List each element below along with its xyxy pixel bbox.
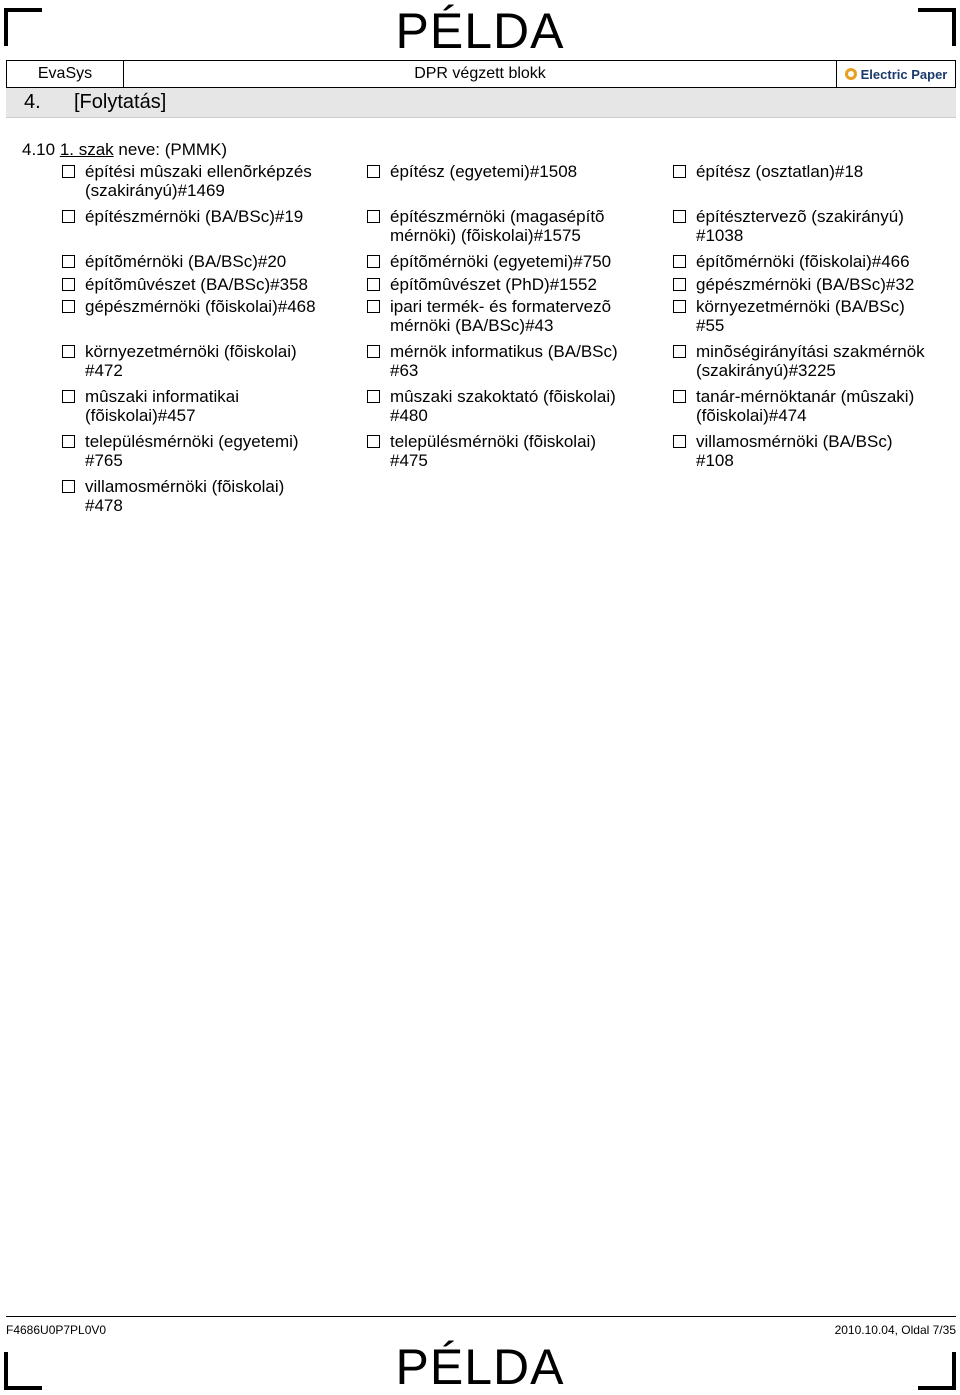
checkbox-option[interactable] bbox=[673, 207, 904, 245]
section-number: 4. bbox=[24, 91, 41, 113]
checkbox-option[interactable] bbox=[367, 162, 577, 181]
checkbox-option[interactable] bbox=[367, 275, 597, 294]
checkbox[interactable] bbox=[673, 345, 686, 358]
electric-paper-logo-icon bbox=[845, 68, 857, 80]
checkbox-label: építõmûvészet (BA/BSc)#358 bbox=[85, 275, 309, 294]
checkbox-option[interactable] bbox=[62, 477, 284, 515]
header-block-title: DPR végzett blokk bbox=[124, 61, 837, 87]
checkbox-option[interactable] bbox=[673, 387, 914, 425]
checkbox-option[interactable] bbox=[673, 252, 910, 271]
section-bar bbox=[6, 88, 956, 118]
checkbox-label: ipari termék- és formatervezõ mérnöki (BA/BSc)#43 bbox=[390, 297, 612, 335]
checkbox-label: villamosmérnöki (BA/BSc) #108 bbox=[696, 432, 893, 470]
checkbox-label: minõségirányítási szakmérnök (szakirányú)#3225 bbox=[696, 342, 925, 380]
checkbox-label: településmérnöki (fõiskolai) #475 bbox=[390, 432, 596, 470]
checkbox[interactable] bbox=[673, 278, 686, 291]
footer bbox=[6, 1316, 956, 1337]
checkbox-label: környezetmérnöki (fõiskolai) #472 bbox=[85, 342, 297, 380]
header-logo bbox=[837, 61, 955, 87]
checkbox-label: építõmûvészet (PhD)#1552 bbox=[390, 275, 597, 294]
checkbox[interactable] bbox=[62, 480, 75, 493]
checkbox[interactable] bbox=[367, 390, 380, 403]
checkbox[interactable] bbox=[673, 390, 686, 403]
question-number: 4.10 bbox=[22, 140, 56, 159]
checkbox-option[interactable] bbox=[673, 275, 914, 294]
checkbox-label: településmérnöki (egyetemi) #765 bbox=[85, 432, 299, 470]
checkbox-label: építészmérnöki (BA/BSc)#19 bbox=[85, 207, 304, 226]
checkbox-label: építésztervezõ (szakirányú) #1038 bbox=[696, 207, 904, 245]
checkbox-option[interactable] bbox=[62, 207, 303, 226]
checkbox-label: gépészmérnöki (fõiskolai)#468 bbox=[85, 297, 316, 316]
checkbox-label: építészmérnöki (magasépítõ mérnöki) (fõiskolai)#1575 bbox=[390, 207, 605, 245]
checkbox-option[interactable] bbox=[367, 432, 596, 470]
checkbox[interactable] bbox=[673, 435, 686, 448]
checkbox-label: villamosmérnöki (fõiskolai) #478 bbox=[85, 477, 285, 515]
checkbox[interactable] bbox=[62, 435, 75, 448]
checkbox[interactable] bbox=[367, 278, 380, 291]
checkbox[interactable] bbox=[62, 255, 75, 268]
checkbox-option[interactable] bbox=[673, 297, 905, 335]
checkbox-label: gépészmérnöki (BA/BSc)#32 bbox=[696, 275, 915, 294]
checkbox-label: mûszaki informatikai (fõiskolai)#457 bbox=[85, 387, 239, 425]
checkbox-option[interactable] bbox=[673, 432, 893, 470]
checkbox-label: építõmérnöki (BA/BSc)#20 bbox=[85, 252, 287, 271]
checkbox[interactable] bbox=[367, 300, 380, 313]
checkbox-label: mûszaki szakoktató (fõiskolai) #480 bbox=[390, 387, 616, 425]
checkbox-option[interactable] bbox=[367, 252, 611, 271]
watermark-top: PÉLDA bbox=[395, 3, 565, 59]
checkbox[interactable] bbox=[62, 165, 75, 178]
page-info: 2010.10.04, Oldal 7/35 bbox=[834, 1323, 956, 1337]
checkbox-option[interactable] bbox=[62, 387, 239, 425]
watermark-bottom: PÉLDA bbox=[395, 1339, 565, 1395]
checkbox-option[interactable] bbox=[62, 252, 286, 271]
checkbox[interactable] bbox=[673, 165, 686, 178]
question-label bbox=[22, 140, 227, 160]
checkbox-label: építész (egyetemi)#1508 bbox=[390, 162, 578, 181]
checkbox-option[interactable] bbox=[367, 207, 605, 245]
checkbox-option[interactable] bbox=[62, 162, 312, 200]
checkbox[interactable] bbox=[367, 255, 380, 268]
question-text: neve: (PMMK) bbox=[113, 140, 228, 159]
checkbox-label: építõmérnöki (egyetemi)#750 bbox=[390, 252, 612, 271]
checkbox[interactable] bbox=[673, 300, 686, 313]
electric-paper-logo bbox=[845, 67, 948, 82]
checkbox[interactable] bbox=[62, 210, 75, 223]
checkbox[interactable] bbox=[367, 345, 380, 358]
checkbox-option[interactable] bbox=[673, 342, 925, 380]
checkbox-option[interactable] bbox=[62, 275, 308, 294]
checkbox[interactable] bbox=[62, 278, 75, 291]
header-app-name: EvaSys bbox=[7, 61, 124, 87]
checkbox[interactable] bbox=[367, 165, 380, 178]
form-header bbox=[6, 60, 956, 88]
checkbox-option[interactable] bbox=[62, 342, 297, 380]
checkbox[interactable] bbox=[367, 210, 380, 223]
checkbox-option[interactable] bbox=[673, 162, 863, 181]
checkbox[interactable] bbox=[62, 345, 75, 358]
checkbox[interactable] bbox=[62, 300, 75, 313]
checkbox-option[interactable] bbox=[367, 297, 611, 335]
checkbox[interactable] bbox=[367, 435, 380, 448]
checkbox-label: környezetmérnöki (BA/BSc) #55 bbox=[696, 297, 905, 335]
section-title: [Folytatás] bbox=[74, 91, 167, 113]
checkbox-label: mérnök informatikus (BA/BSc) #63 bbox=[390, 342, 618, 380]
checkbox-label: építõmérnöki (fõiskolai)#466 bbox=[696, 252, 910, 271]
logo-text: Electric Paper bbox=[860, 66, 948, 82]
checkbox-label: építész (osztatlan)#18 bbox=[696, 162, 864, 181]
checkbox-label: tanár-mérnöktanár (mûszaki) (fõiskolai)#474 bbox=[696, 387, 915, 425]
checkbox-option[interactable] bbox=[62, 432, 299, 470]
checkbox[interactable] bbox=[673, 210, 686, 223]
checkbox-option[interactable] bbox=[367, 387, 616, 425]
checkbox-option[interactable] bbox=[367, 342, 618, 380]
question-prefix: 1. szak bbox=[59, 140, 114, 159]
checkbox[interactable] bbox=[673, 255, 686, 268]
checkbox[interactable] bbox=[62, 390, 75, 403]
checkbox-option[interactable] bbox=[62, 297, 316, 316]
form-code: F4686U0P7PL0V0 bbox=[6, 1323, 107, 1337]
checkbox-label: építési mûszaki ellenõrképzés (szakirányú)#1469 bbox=[85, 162, 312, 200]
